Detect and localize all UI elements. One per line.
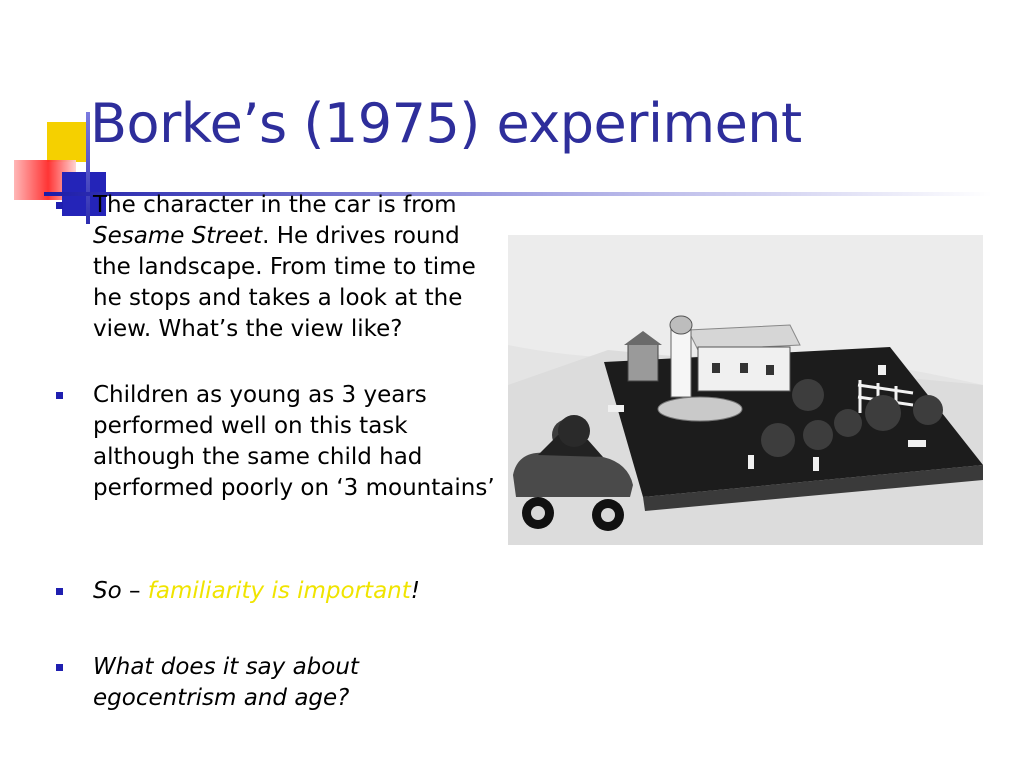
model-landscape-illustration xyxy=(508,235,983,545)
bullet-text: What does it say about egocentrism and age? xyxy=(93,654,359,711)
decor-yellow-square xyxy=(47,122,87,162)
bullet-text: So – familiarity is important! xyxy=(93,578,420,604)
bullet-square-icon xyxy=(56,588,63,595)
bullet-text: Children as young as 3 years performed well on this task although the same child had performed poorly on ‘3 mountains’ xyxy=(93,382,495,501)
bullet-text: The character in the car is from Sesame Street. He drives round the landscape. From time to time he stops and takes a look at the view. What’s the view like? xyxy=(93,192,476,342)
bullet-square-icon xyxy=(56,664,63,671)
bullet-square-icon xyxy=(56,202,63,209)
experiment-photo xyxy=(508,235,983,545)
slide-title: Borke’s (1975) experiment xyxy=(90,92,802,155)
bullet-square-icon xyxy=(56,392,63,399)
